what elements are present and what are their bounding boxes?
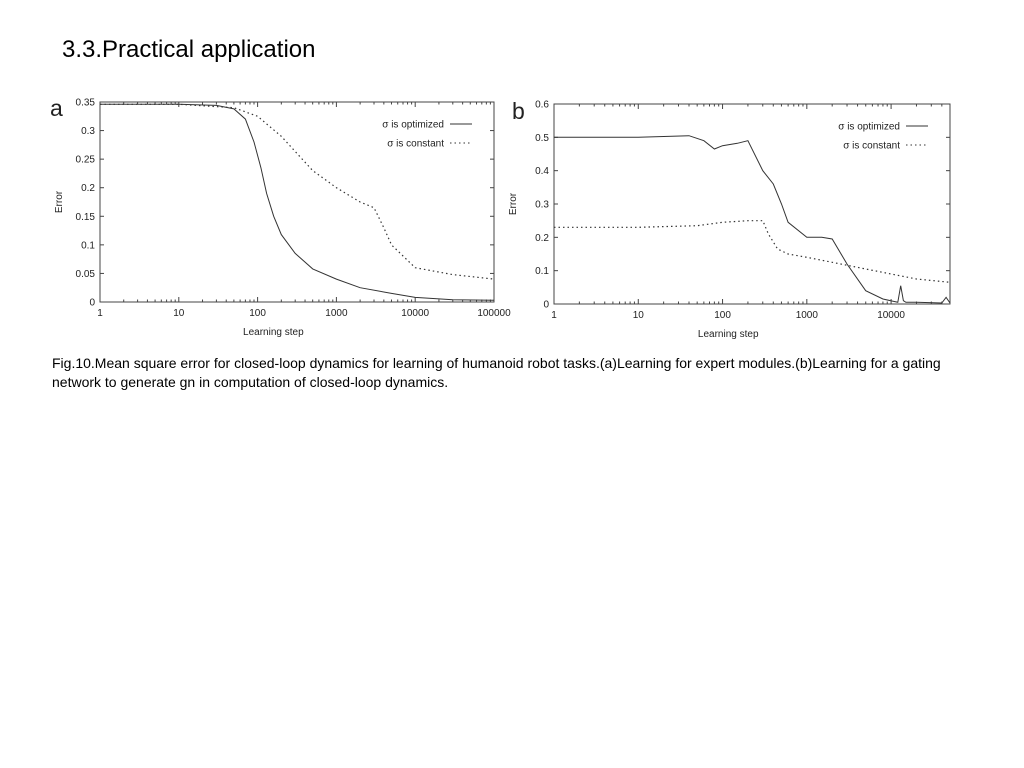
series-line-sigma-constant [100,104,494,279]
x-axis-label: Learning step [697,329,759,340]
x-tick-label: 100000 [477,308,511,319]
y-tick-label: 0.6 [535,99,549,111]
x-tick-label: 1 [551,310,557,321]
figure-caption: Fig.10.Mean square error for closed-loop dynamics for learning of humanoid robot tasks.(a)Learning for expert modules.(b)Learning for a gating network to generate gn in computation of closed-loop dynamics. [52,355,941,390]
legend-label: σ is constant [843,140,900,152]
plot-frame [100,102,494,302]
series-line-sigma-optimized [554,136,950,303]
y-tick-label: 0.15 [75,211,95,223]
slide-title: 3.3.Practical application [62,36,316,63]
y-tick-label: 0.2 [81,183,95,195]
panel-letter: b [512,98,525,124]
chart-a [46,92,516,342]
series-line-sigma-constant [554,221,950,283]
legend-label: σ is constant [387,138,444,150]
y-tick-label: 0.1 [535,266,549,278]
legend-label: σ is optimized [382,119,444,131]
y-tick-label: 0.4 [535,166,549,178]
y-axis-label: Error [54,190,65,214]
y-tick-label: 0 [89,297,95,309]
legend-label: σ is optimized [838,121,900,133]
y-tick-label: 0.2 [535,232,549,244]
y-tick-label: 0.25 [75,154,95,166]
x-tick-label: 100 [714,310,731,321]
y-tick-label: 0.05 [75,268,95,280]
y-tick-label: 0.3 [81,126,95,138]
y-tick-label: 0.1 [81,240,95,252]
series-line-sigma-optimized [100,104,494,300]
x-tick-label: 10000 [401,308,430,319]
y-tick-label: 0.3 [535,199,549,211]
y-tick-label: 0.35 [75,97,95,109]
x-tick-label: 100 [249,308,266,319]
x-axis-label: Learning step [243,327,304,338]
x-tick-label: 10 [173,308,185,319]
y-tick-label: 0.5 [535,132,549,144]
chart-b [508,92,964,342]
x-tick-label: 10000 [877,310,906,321]
x-tick-label: 10 [632,310,644,321]
x-tick-label: 1000 [325,308,348,319]
x-tick-label: 1000 [795,310,818,321]
plot-frame [554,104,950,304]
panel-letter: a [50,95,63,121]
y-axis-label: Error [508,192,519,216]
y-tick-label: 0 [543,299,549,311]
x-tick-label: 1 [97,308,103,319]
